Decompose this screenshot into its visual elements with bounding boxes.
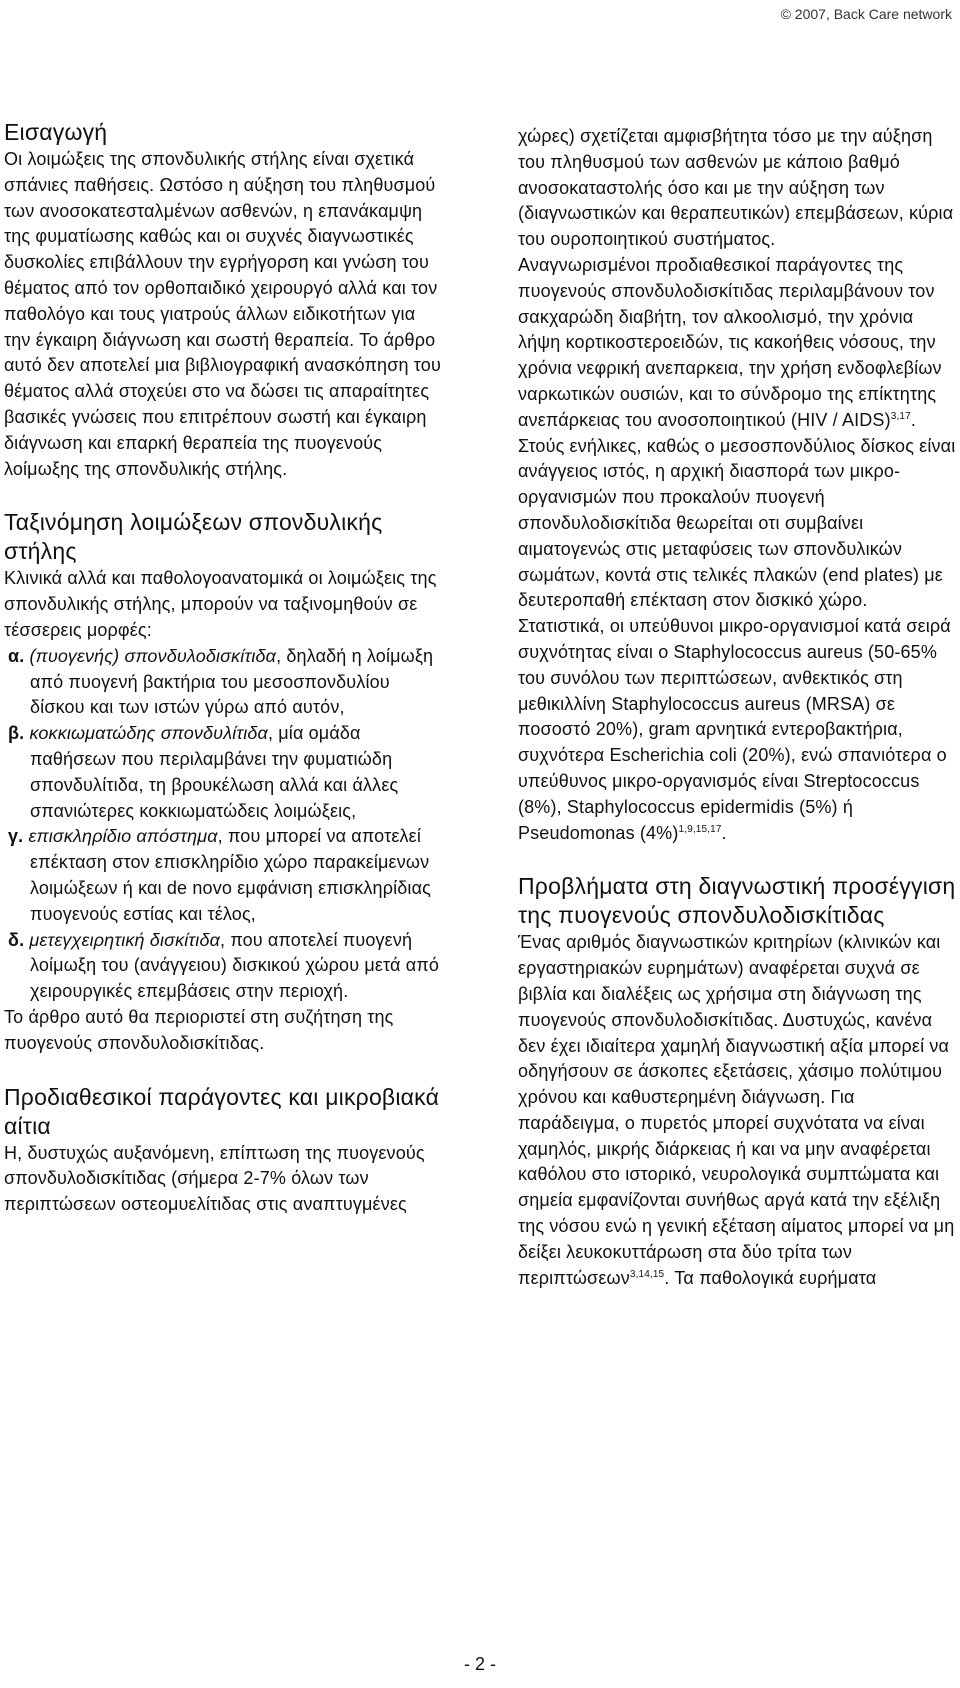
item-term: (πυογενής) σπονδυλοδισκίτιδα	[29, 645, 277, 666]
factors-paragraph-continued: χώρες) σχετίζεται αμφισβήτητα τόσο με την αύξηση του πληθυσμού των ασθενών με κάποιο βαθμό ανοσοκαταστολής όσο και με την αύξηση των (διαγνωστικών και θεραπευτικών) επεμβάσεων, κύρια του ουροποιητικού συστήματος.	[518, 126, 954, 250]
classification-closing: Το άρθρο αυτό θα περιοριστεί στη συζήτηση της πυογενούς σπονδυλοδισκίτιδας.	[4, 1006, 394, 1053]
item-letter: β.	[8, 723, 25, 744]
item-text: , που μπορεί να αποτελεί επέκταση στον επισκληρίδιο χώρο παρακείμενων λοιμώξεων ή και de novo εμφάνιση επισκληρίδιας πυογενούς εστίας και τέλος,	[30, 826, 431, 924]
diagnosis-text: Ένας αριθμός διαγνωστικών κριτηρίων (κλινικών και εργαστηριακών ευρημάτων) αναφέρεται συχνά σε βιβλία και διαλέξεις ως χρήσιμα στη διάγνωση της πυογενούς σπονδυλοδισκίτιδας. Δυστυχώς, κανένα δεν έχει ιδιαίτερα χαμηλή διαγνωστική αξία μπορεί να οδηγήσουν σε άσκοπες εξετάσεις, χάσιμο πολύτιμου χρόνου και καθυστερημένη διάγνωση. Για παράδειγμα, ο πυρετός μπορεί συχνότατα να είναι χαμηλός, μικρής διάρκειας ή και να μην αναφέρεται καθόλου στο ιστορικό, νευρολογικά συμπτώματα και σημεία εμφανίζονται συνήθως αργά κατά την εξέλιξη της νόσου ενώ η γενική εξέταση αίματος μπορεί να μη δείξει λευκοκυττάρωση στα δύο τρίτα των περιπτώσεων	[518, 932, 955, 1288]
item-letter: δ.	[8, 929, 25, 950]
item-letter: α.	[8, 645, 25, 666]
introduction-paragraph: Οι λοιμώξεις της σπονδυλικής στήλης είναι σχετικά σπάνιες παθήσεις. Ωστόσο η αύξηση του πληθυσμού των ανοσοκατεσταλμένων ασθενών, η επανάκαμψη της φυματίωσης καθώς και οι συχνές διαγνωστικές δυσκολίες επιβάλλουν την εγρήγορση και γνώση του θέματος από τον ορθοπαιδικό χειρουργό αλλά και τον παθολόγο και τους γιατρούς άλλων ειδικοτήτων για την έγκαιρη διάγνωση και σωστή θεραπεία. Το άρθρο αυτό δεν αποτελεί μια βιβλιογραφική ανασκόπηση του θέματος αλλά στοχεύει στο να δώσει τις απαραίτητες βασικές γνώσεις που επιτρέπουν σωστή και έγκαιρη διάγνωση και επαρκή θεραπεία της πυογενούς λοίμωξης της σπονδυλικής στήλης.	[4, 149, 441, 479]
factors-text-end: .	[721, 822, 727, 843]
reference-superscript: 3,17	[890, 410, 911, 422]
classification-item-a	[4, 644, 446, 721]
section-title-diagnosis: Προβλήματα στη διαγνωστική προσέγγιση της πυογενούς σπονδυλοδισκίτιδας	[518, 873, 956, 929]
section-title-factors: Προδιαθεσικοί παράγοντες και μικροβιακά αίτια	[4, 1083, 440, 1139]
page-number: - 2 -	[463, 1654, 496, 1674]
classification-paragraph: Κλινικά αλλά και παθολογοανατομικά οι λοιμώξεις της σπονδυλικής στήλης, μπορούν να ταξινομηθούν σε τέσσερεις μορφές:	[4, 568, 437, 640]
right-column	[518, 124, 958, 1291]
reference-superscript: 1,9,15,17	[678, 823, 722, 835]
item-text: , που αποτελεί πυογενή λοίμωξη του (ανάγγειου) δισκικού χώρου μετά από χειρουργικές επεμβάσεις στην περιοχή.	[30, 929, 440, 1002]
copyright-notice: © 2007, Back Care network	[780, 6, 952, 22]
item-text: , δηλαδή η λοίμωξη από πυογενή βακτήρια του μεσοσπονδυλίου δίσκου και των ιστών γύρω από αυτόν,	[30, 645, 434, 718]
item-letter: γ.	[8, 826, 24, 847]
diagnosis-text-end: . Τα παθολογικά ευρήματα	[664, 1267, 877, 1288]
factors-paragraph-start: Η, δυστυχώς αυξανόμενη, επίπτωση της πυογενούς σπονδυλοδισκίτιδας (σήμερα 2-7% όλων των περιπτώσεων οστεομυελίτιδας στις αναπτυγμένες	[4, 1142, 425, 1215]
section-title-classification: Ταξινόμηση λοιμώξεων σπονδυλικής στήλης	[4, 509, 383, 565]
factors-text-part1: Αναγνωρισμένοι προδιαθεσικοί παράγοντες της πυογενούς σπονδυλοδισκίτιδας περιλαμβάνουν τον σακχαρώδη διαβήτη, τον αλκοολισμό, την χρόνια λήψη κορτικοστεροειδών, τις κακοήθεις νόσους, την χρόνια νεφρική ανεπαρκεια, την χρήση ενδοφλεβίων ναρκωτικών ουσιών, και το σύνδρομο της επίκτητης ανεπάρκειας του ανοσοποιητικού (HIV / AIDS)	[518, 254, 942, 430]
left-column	[4, 118, 446, 1218]
item-term: μετεγχειρητική δισκίτιδα	[29, 929, 221, 950]
item-text: , μία ομάδα παθήσεων που περιλαμβάνει την φυματιώδη σπονδυλίτιδα, τη βρουκέλωση αλλά και άλλες σπανιώτερες κοκκιωματώδεις λοιμώξεις,	[30, 723, 399, 821]
diagnosis-paragraph	[518, 930, 958, 1291]
factors-paragraph-two	[518, 253, 958, 846]
item-term: κοκκιωματώδης σπονδυλίτιδα	[29, 723, 268, 744]
classification-item-d	[4, 928, 446, 1005]
item-term: επισκληρίδιο απόστημα	[28, 826, 218, 847]
reference-superscript: 3,14,15	[629, 1268, 665, 1280]
factors-text-part2: . Στούς ενήλικες, καθώς ο μεσοσπονδύλιος δίσκος είναι ανάγγειος ιστός, η αρχική διασπορά των μικρο-οργανισμών που προκαλούν πυογενή σπονδυλοδισκίτιδα θεωρείται οτι συμβαίνει αιματογενώς στις μεταφύσεις των σπονδυλικών σωμάτων, κοντά στις τελικές πλακών (end plates) με δευτεροπαθή επέκταση στον δισκικό χώρο. Στατιστικά, οι υπεύθυνοι μικρο-οργανισμοί κατά σειρά συχνότητας είναι ο Staphylococcus aureus (50-65% του συνόλου των περιπτώσεων, ανθεκτικός στη μεθικιλλίνη Staphylococcus aureus (MRSA) σε ποσοστό 20%), gram αρνητικά εντεροβακτήρια, συχνότερα Escherichia coli (20%), ενώ σπανιότερα ο υπεύθυνος μικρο-οργανισμός είναι Streptococcus (8%), Staphylococcus epidermidis (5%) ή Pseudomonas (4%)	[518, 409, 956, 843]
classification-item-b	[4, 721, 446, 824]
classification-item-c	[4, 824, 446, 927]
section-title-introduction: Εισαγωγή	[4, 119, 108, 145]
